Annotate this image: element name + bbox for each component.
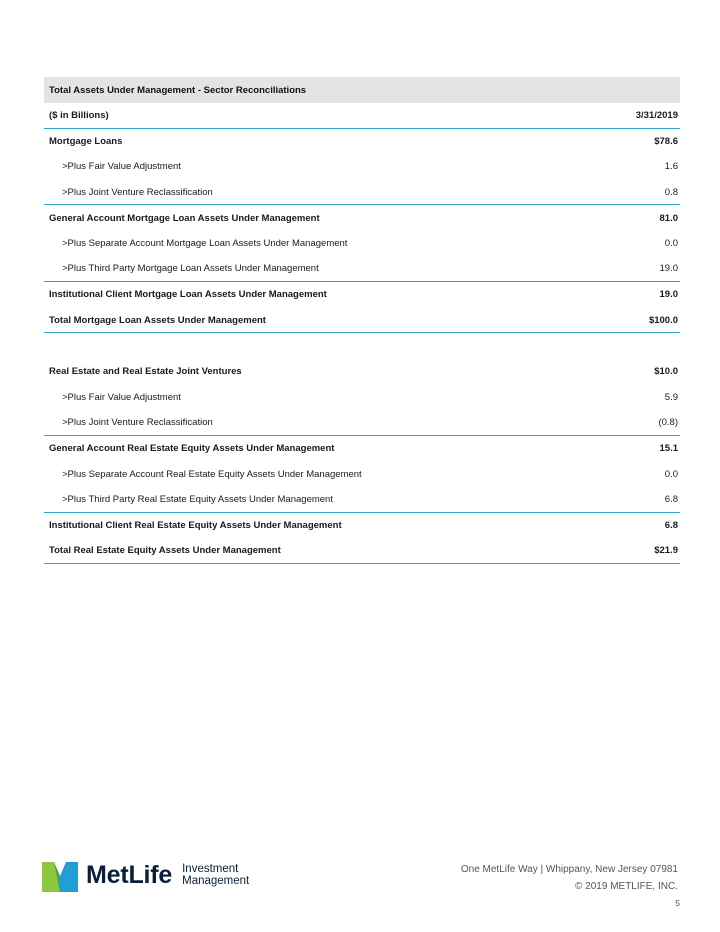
- row-value: 1.6: [664, 161, 678, 173]
- row-value: $21.9: [654, 544, 678, 556]
- row-label: General Account Real Estate Equity Assets Under Management: [49, 443, 335, 455]
- logo-subtitle: [182, 863, 249, 887]
- footer-address: One MetLife Way | Whippany, New Jersey 07981: [460, 864, 678, 875]
- row-label: Total Real Estate Equity Assets Under Management: [49, 544, 281, 556]
- table-title: Total Assets Under Management - Sector Reconciliations: [44, 77, 680, 103]
- table-row: [44, 180, 680, 206]
- row-value: 6.8: [664, 519, 678, 531]
- row-label: >Plus Fair Value Adjustment: [62, 161, 181, 173]
- logo-sub-line-2: Management: [182, 875, 250, 887]
- row-label: >Plus Joint Venture Reclassification: [62, 416, 213, 428]
- table-row: [44, 129, 680, 155]
- logo-wordmark: MetLife: [86, 860, 173, 889]
- row-label: >Plus Third Party Mortgage Loan Assets Under Management: [62, 263, 319, 275]
- table-row: [44, 436, 680, 462]
- table-row: [44, 385, 680, 411]
- row-label: Institutional Client Real Estate Equity Assets Under Management: [49, 519, 342, 531]
- metlife-logo: [42, 858, 249, 892]
- row-value: 0.0: [664, 468, 678, 480]
- row-value: 19.0: [659, 289, 678, 301]
- header-label: ($ in Billions): [49, 109, 109, 121]
- row-label: >Plus Separate Account Mortgage Loan Assets Under Management: [62, 238, 348, 250]
- table-row: [44, 461, 680, 487]
- table-row: [44, 538, 680, 564]
- row-label: General Account Mortgage Loan Assets Under Management: [49, 212, 320, 224]
- row-value: $100.0: [648, 314, 678, 326]
- row-value: 0.8: [664, 186, 678, 198]
- header-date: 3/31/2019: [635, 109, 678, 121]
- row-label: Institutional Client Mortgage Loan Assets Under Management: [49, 289, 327, 301]
- footer-info: [461, 861, 678, 895]
- row-value: $10.0: [654, 366, 678, 378]
- table-header-row: [44, 103, 680, 129]
- table-row: [44, 231, 680, 257]
- table-row: [44, 410, 680, 436]
- table-row: [44, 257, 680, 283]
- row-value: (0.8): [658, 416, 678, 428]
- logo-sub-line-1: Investment: [182, 863, 239, 875]
- row-label: >Plus Third Party Real Estate Equity Assets Under Management: [62, 493, 333, 505]
- row-label: Mortgage Loans: [49, 135, 123, 147]
- table-row: [44, 154, 680, 180]
- row-label: Real Estate and Real Estate Joint Ventures: [49, 366, 242, 378]
- row-value: 6.8: [664, 493, 678, 505]
- row-value: 81.0: [659, 212, 678, 224]
- row-label: >Plus Fair Value Adjustment: [62, 391, 181, 403]
- footer-copyright: © 2019 METLIFE, INC.: [575, 881, 678, 892]
- section-spacer: [44, 333, 680, 359]
- metlife-m-icon: [42, 858, 78, 892]
- table-row: [44, 205, 680, 231]
- table-row: [44, 282, 680, 308]
- row-label: >Plus Separate Account Real Estate Equity Assets Under Management: [62, 468, 362, 480]
- table-row: [44, 487, 680, 513]
- table-row: [44, 513, 680, 539]
- page-number: 5: [675, 898, 680, 908]
- row-value: 0.0: [664, 238, 678, 250]
- reconciliation-table: [44, 77, 680, 564]
- row-label: >Plus Joint Venture Reclassification: [62, 186, 213, 198]
- row-label: Total Mortgage Loan Assets Under Management: [49, 314, 266, 326]
- row-value: $78.6: [654, 135, 678, 147]
- table-row: [44, 308, 680, 334]
- row-value: 19.0: [659, 263, 678, 275]
- row-value: 5.9: [664, 391, 678, 403]
- table-row: [44, 359, 680, 385]
- row-value: 15.1: [659, 443, 678, 455]
